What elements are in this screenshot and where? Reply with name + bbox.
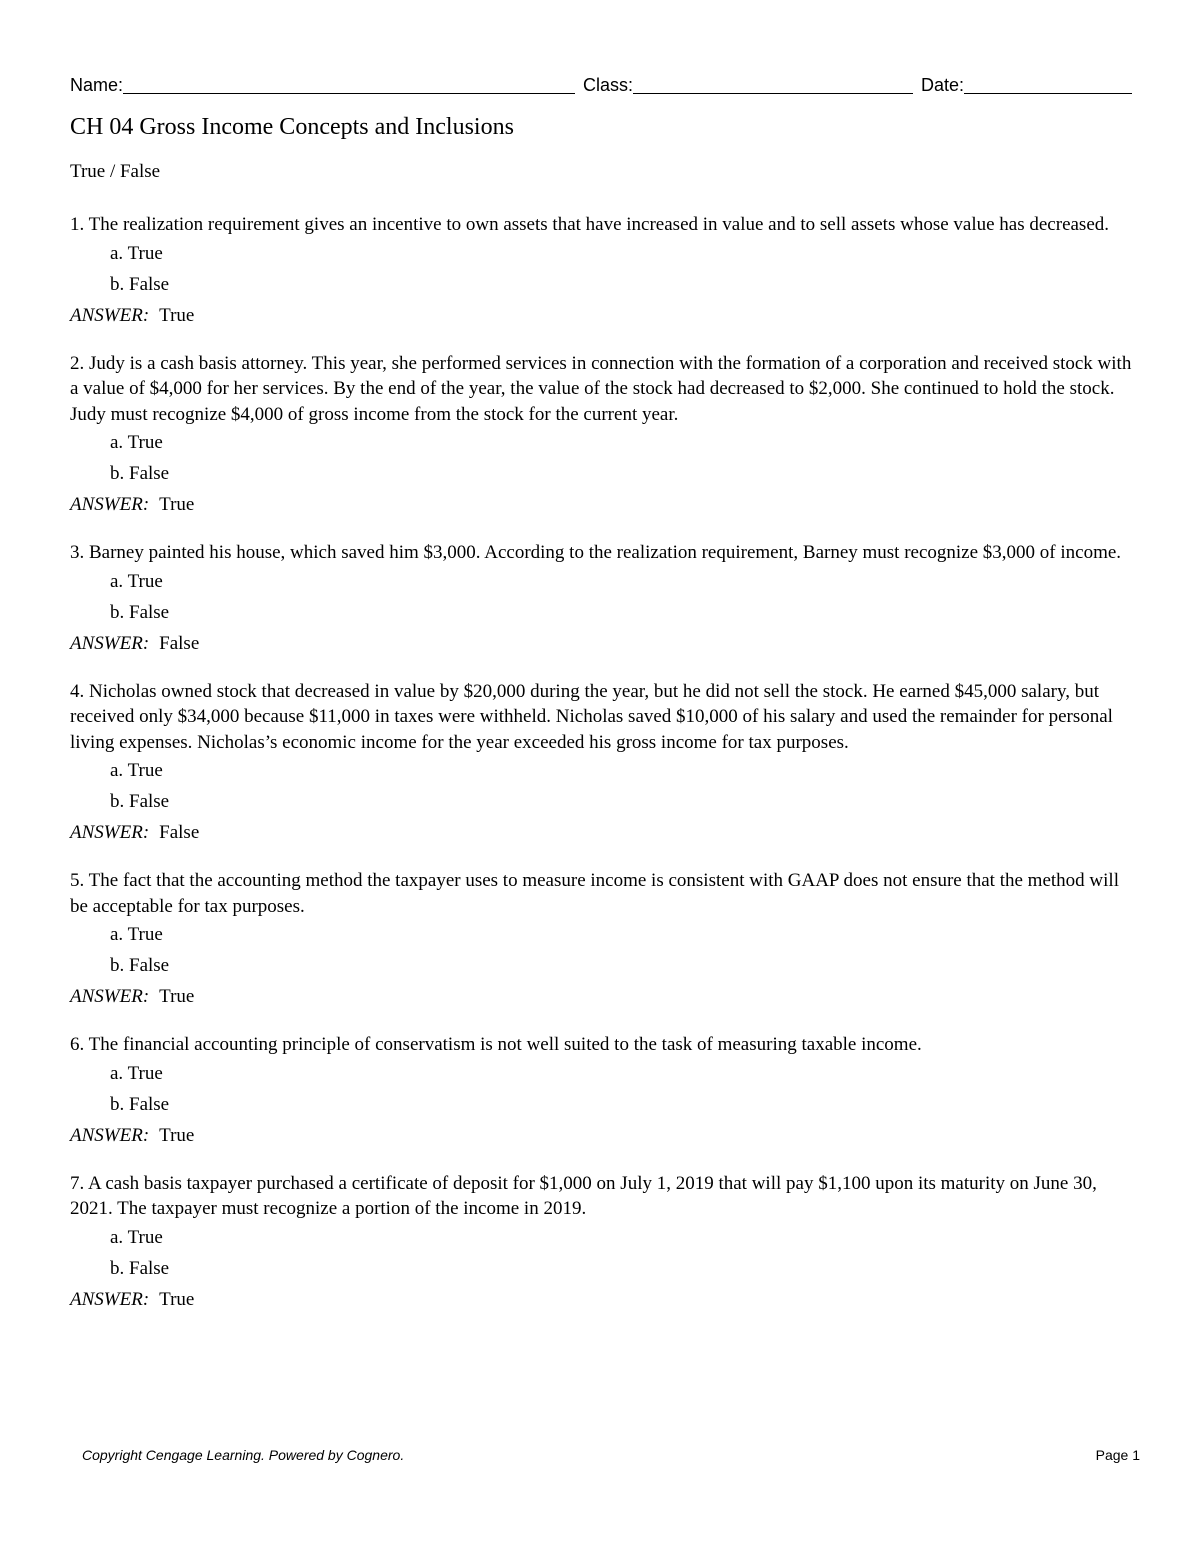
date-label: Date: bbox=[921, 75, 965, 95]
question-text: 2. Judy is a cash basis attorney. This year, she performed services in connection with the formation of a corporation and received stock with a value of $4,000 for her services. By the end of the year, the value of the stock had decreased to $2,000. She continued to hold the stock. Judy must recognize $4,000 of gross income from the stock for the current year. bbox=[70, 352, 1132, 425]
copyright-text: Copyright Cengage Learning. Powered by Cognero. bbox=[82, 1447, 405, 1463]
option-false: b. False bbox=[110, 791, 170, 812]
date-blank-line bbox=[964, 73, 1132, 94]
question-text: 4. Nicholas owned stock that decreased in value by $20,000 during the year, but he did not sell the stock. He earned $45,000 salary, but received only $34,000 because $11,000 in taxes were withheld. Nicholas saved $10,000 of his salary and used the remainder for personal living expenses. Nicholas’s economic income for the year exceeded his gross income for tax purposes. bbox=[70, 680, 1113, 753]
name-blank-line bbox=[123, 73, 575, 94]
option-true: a. True bbox=[110, 760, 163, 781]
answer-label: ANSWER: bbox=[70, 822, 150, 843]
answer-line bbox=[70, 1120, 1134, 1151]
question-2 bbox=[70, 351, 1134, 521]
question-text: 7. A cash basis taxpayer purchased a certificate of deposit for $1,000 on July 1, 2019 that will pay $1,100 upon its maturity on June 30, 2021. The taxpayer must recognize a portion of the income in 2019. bbox=[70, 1172, 1097, 1219]
answer-value: True bbox=[159, 1124, 195, 1146]
option-false: b. False bbox=[110, 463, 170, 484]
option-false: b. False bbox=[110, 1093, 170, 1115]
answer-value: False bbox=[159, 822, 200, 843]
student-info-header bbox=[70, 70, 1132, 96]
answer-value: True bbox=[159, 1288, 195, 1310]
page-number: Page 1 bbox=[1095, 1447, 1140, 1463]
answer-value: True bbox=[159, 986, 195, 1007]
question-7 bbox=[70, 1171, 1134, 1315]
answer-value: True bbox=[159, 304, 195, 326]
answer-label: ANSWER: bbox=[70, 632, 150, 654]
answer-value: False bbox=[159, 632, 200, 654]
option-true: a. True bbox=[110, 1062, 163, 1084]
section-heading: True / False bbox=[70, 161, 161, 182]
answer-label: ANSWER: bbox=[70, 1288, 150, 1310]
answer-label: ANSWER: bbox=[70, 986, 150, 1007]
question-3 bbox=[70, 540, 1134, 659]
option-false: b. False bbox=[110, 273, 170, 295]
question-list bbox=[70, 212, 1134, 1335]
class-label: Class: bbox=[583, 75, 634, 95]
answer-line bbox=[70, 981, 1134, 1012]
answer-value: True bbox=[159, 494, 195, 515]
option-true: a. True bbox=[110, 570, 163, 592]
answer-line bbox=[70, 489, 1134, 520]
class-blank-line bbox=[633, 73, 913, 94]
answer-label: ANSWER: bbox=[70, 1124, 150, 1146]
answer-line bbox=[70, 817, 1134, 848]
option-false: b. False bbox=[110, 601, 170, 623]
answer-line bbox=[70, 1284, 1134, 1315]
option-true: a. True bbox=[110, 432, 163, 453]
question-4 bbox=[70, 679, 1134, 849]
question-text: 1. The realization requirement gives an incentive to own assets that have increased in value and to sell assets whose value has decreased. bbox=[70, 214, 1110, 235]
option-false: b. False bbox=[110, 1257, 170, 1279]
answer-label: ANSWER: bbox=[70, 304, 150, 326]
option-true: a. True bbox=[110, 1226, 163, 1248]
option-false: b. False bbox=[110, 955, 170, 976]
question-6 bbox=[70, 1032, 1134, 1151]
answer-line bbox=[70, 300, 1134, 331]
option-true: a. True bbox=[110, 242, 163, 264]
question-text: 3. Barney painted his house, which saved him $3,000. According to the realization requirement, Barney must recognize $3,000 of income. bbox=[70, 542, 1122, 563]
option-true: a. True bbox=[110, 924, 163, 945]
question-1 bbox=[70, 212, 1134, 331]
answer-line bbox=[70, 628, 1134, 659]
name-label: Name: bbox=[70, 75, 124, 95]
question-5 bbox=[70, 868, 1134, 1012]
page-title: CH 04 Gross Income Concepts and Inclusions bbox=[70, 114, 514, 140]
question-text: 5. The fact that the accounting method the taxpayer uses to measure income is consistent with GAAP does not ensure that the method will be acceptable for tax purposes. bbox=[70, 870, 1119, 917]
question-text: 6. The financial accounting principle of conservatism is not well suited to the task of measuring taxable income. bbox=[70, 1034, 922, 1055]
answer-label: ANSWER: bbox=[70, 494, 150, 515]
page-footer bbox=[82, 1447, 1140, 1463]
